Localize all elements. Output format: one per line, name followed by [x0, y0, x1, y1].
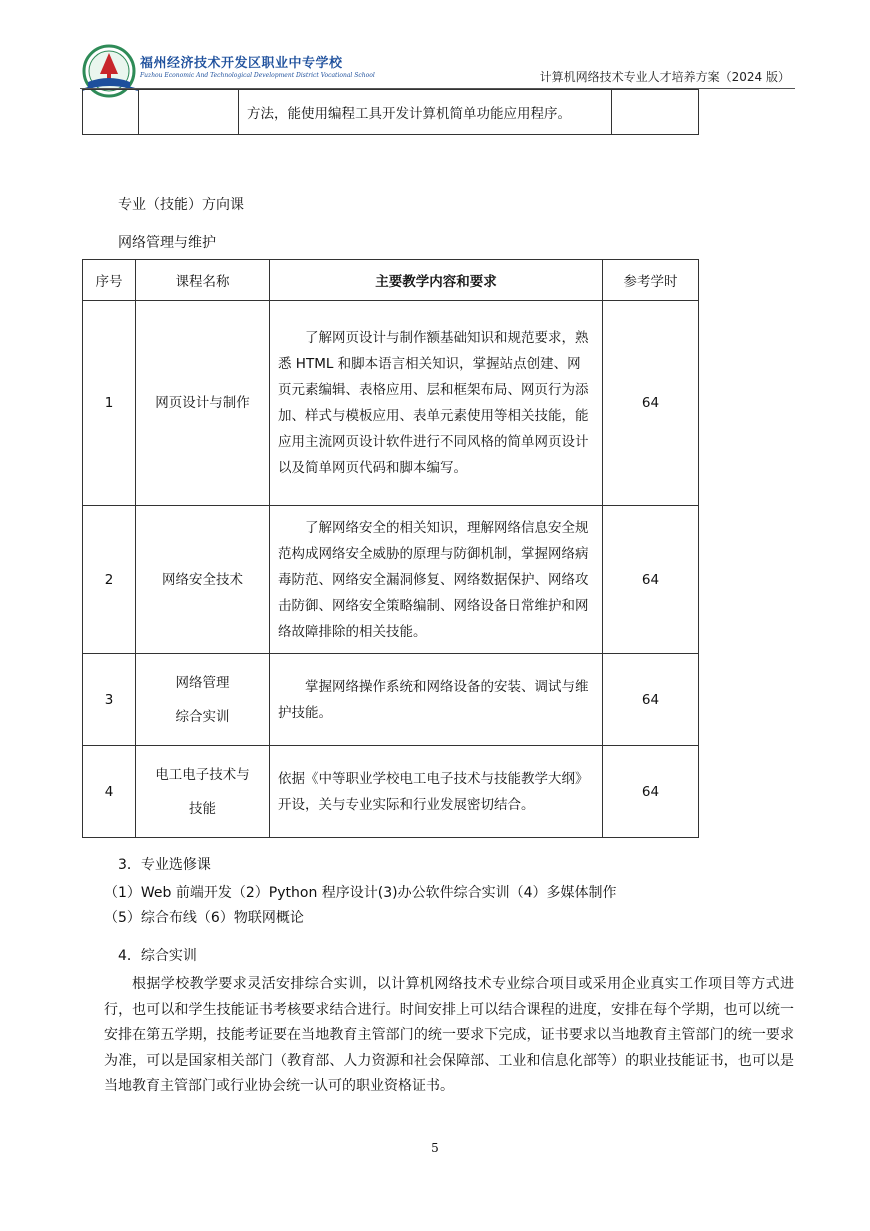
table-cell — [612, 90, 699, 135]
course-name-line: 电工电子技术与 — [155, 766, 250, 783]
table-row — [83, 301, 699, 506]
course-name-line: 网络管理 — [175, 674, 230, 691]
course-name-line: 综合实训 — [175, 708, 230, 725]
row-number: 3 — [83, 654, 136, 746]
section-heading-practice: 4．综合实训 — [118, 948, 197, 964]
course-name: 网页设计与制作 — [136, 301, 270, 506]
table-row — [83, 90, 699, 135]
row-number: 2 — [83, 506, 136, 654]
course-hours: 64 — [603, 746, 699, 838]
continuation-table — [82, 89, 699, 135]
table-row — [83, 654, 699, 746]
course-name — [136, 654, 270, 746]
course-content: 了解网络安全的相关知识，理解网络信息安全规范构成网络安全威胁的原理与防御机制，掌握网络病毒防范、网络安全漏洞修复、网络数据保护、网络攻击防御、网络安全策略编制、网络设备日常维护和网络故障排除的相关技能。 — [270, 506, 603, 654]
course-content: 依据《中等职业学校电工电子技术与技能教学大纲》开设，关与专业实际和行业发展密切结合。 — [270, 746, 603, 838]
column-header-hours: 参考学时 — [603, 260, 699, 301]
table-cell — [139, 90, 239, 135]
course-hours: 64 — [603, 506, 699, 654]
course-name: 网络安全技术 — [136, 506, 270, 654]
row-number: 1 — [83, 301, 136, 506]
practice-paragraph: 根据学校教学要求灵活安排综合实训，以计算机网络技术专业综合项目或采用企业真实工作项目等方式进行，也可以和学生技能证书考核要求结合进行。时间安排上可以结合课程的进度，安排在每个学期，也可以统一安排在第五学期，技能考证要在当地教育主管部门的统一要求下完成，证书要求以当地教育主管部门的统一要求为准，可以是国家相关部门（教育部、人力资源和社会保障部、工业和信息化部等）的职业技能证书，也可以是当地教育主管部门或行业协会统一认可的职业资格证书。 — [104, 976, 794, 1094]
school-name-en: Fuzhou Economic And Technological Development District Vocational School — [140, 72, 375, 79]
school-name-cn: 福州经济技术开发区职业中专学校 — [140, 56, 343, 71]
electives-list — [104, 881, 804, 931]
table-cell-content: 方法，能使用编程工具开发计算机简单功能应用程序。 — [239, 90, 612, 135]
column-header-num: 序号 — [83, 260, 136, 301]
column-header-name: 课程名称 — [136, 260, 270, 301]
column-header-content: 主要教学内容和要求 — [270, 260, 603, 301]
course-name-line: 技能 — [189, 800, 216, 817]
section-heading-network: 网络管理与维护 — [118, 235, 216, 251]
document-title: 计算机网络技术专业人才培养方案（2024 版） — [539, 70, 790, 84]
table-header-row — [83, 260, 699, 301]
course-table — [82, 259, 699, 838]
electives-line: （1）Web 前端开发（2）Python 程序设计(3)办公软件综合实训（4）多媒体制作 — [104, 885, 617, 901]
course-hours: 64 — [603, 301, 699, 506]
section-heading-direction: 专业（技能）方向课 — [118, 197, 244, 213]
row-number: 4 — [83, 746, 136, 838]
table-row — [83, 506, 699, 654]
section-heading-electives: 3．专业选修课 — [118, 857, 211, 873]
course-hours: 64 — [603, 654, 699, 746]
table-cell — [83, 90, 139, 135]
page-number: 5 — [431, 1141, 439, 1155]
course-content: 掌握网络操作系统和网络设备的安装、调试与维护技能。 — [270, 654, 603, 746]
course-content: 了解网页设计与制作额基础知识和规范要求，熟悉 HTML 和脚本语言相关知识，掌握站点创建、网页元素编辑、表格应用、层和框架布局、网页行为添加、样式与模板应用、表单元素使用等相关技能，能应用主流网页设计软件进行不同风格的简单网页设计以及简单网页代码和脚本编写。 — [270, 301, 603, 506]
table-row — [83, 746, 699, 838]
electives-line: （5）综合布线（6）物联网概论 — [104, 910, 304, 926]
course-name — [136, 746, 270, 838]
